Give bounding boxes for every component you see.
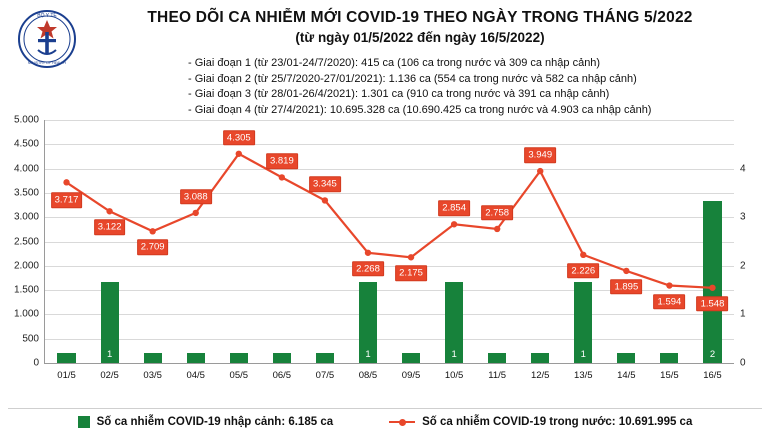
x-axis-tick: 09/5: [401, 370, 421, 381]
y-axis-left-tick: 0: [33, 357, 39, 369]
phase-notes: [188, 56, 748, 118]
chart-header: [90, 8, 750, 45]
y-axis-left-tick: 4.500: [13, 138, 39, 150]
x-axis-tick: 04/5: [186, 370, 205, 381]
plot-area: [13, 114, 746, 381]
y-axis-left-tick: 1.000: [13, 308, 39, 320]
line-value-label: 2.758: [481, 205, 513, 221]
line-value-label: 2.854: [438, 201, 470, 217]
y-axis-left-tick: 1.500: [13, 284, 39, 296]
line-value-label: 3.345: [309, 177, 341, 193]
y-axis-left-tick: 3.500: [13, 187, 39, 199]
x-axis-tick: 01/5: [57, 370, 76, 381]
y-axis-left-tick: 2.000: [13, 260, 39, 272]
line-value-label: 2.226: [567, 263, 599, 279]
line-value-label: 1.594: [654, 294, 686, 310]
x-axis-tick: 11/5: [488, 370, 507, 381]
x-axis-tick: 03/5: [143, 370, 162, 381]
bar-value-label: 1: [451, 349, 457, 360]
line-value-label: 2.268: [352, 261, 384, 277]
line-value-label: 3.122: [94, 220, 126, 236]
line-value-label: 3.819: [266, 154, 298, 170]
line-value-label: 2.709: [137, 240, 169, 256]
bar-value-label: 1: [365, 349, 371, 360]
note-phase-2: - Giai đoạn 2 (từ 25/7/2020-27/01/2021): 1.136 ca (554 ca trong nước và 582 ca nhập cảnh): [188, 72, 637, 85]
x-axis-tick: 05/5: [229, 370, 249, 381]
note-phase-3: - Giai đoạn 3 (từ 28/01-26/4/2021): 1.301 ca (910 ca trong nước và 391 ca nhập cảnh): [188, 88, 610, 101]
chart-legend: [0, 416, 770, 428]
legend-item-imported: [78, 416, 333, 428]
legend-label-domestic: Số ca nhiễm COVID-19 trong nước: 10.691.995 ca: [422, 416, 693, 428]
y-axis-left-tick: 2.500: [13, 236, 39, 247]
y-axis-right-tick: 0: [740, 357, 746, 369]
y-axis-left-tick: 500: [22, 333, 39, 345]
y-axis-left-tick: 4.000: [13, 163, 39, 175]
x-axis-tick: 14/5: [617, 370, 636, 381]
legend-label-imported: Số ca nhiễm COVID-19 nhập cảnh: 6.185 ca: [96, 416, 334, 428]
y-axis-right-tick: 2: [740, 260, 746, 272]
y-axis-left-tick: 3.000: [13, 211, 39, 223]
bar-value-label: 2: [709, 349, 716, 360]
bar-value-label: 1: [106, 349, 113, 360]
x-axis-tick: 07/5: [315, 370, 335, 381]
y-axis-right-tick: 4: [740, 163, 746, 175]
x-axis-tick: 12/5: [530, 370, 550, 381]
bar-value-label: 1: [580, 349, 586, 360]
x-axis-tick: 16/5: [703, 370, 722, 381]
line-value-label: 4.305: [223, 130, 255, 146]
line-value-label: 3.717: [51, 193, 83, 209]
x-axis-tick: 06/5: [272, 370, 292, 381]
svg-text:BỘ Y TẾ: BỘ Y TẾ: [37, 13, 57, 19]
line-value-label: 2.175: [395, 266, 427, 282]
x-axis-tick: 10/5: [444, 370, 464, 381]
ministry-of-health-logo: [14, 8, 80, 70]
line-value-label: 1.548: [697, 296, 729, 312]
line-value-label: 3.088: [180, 189, 212, 205]
y-axis-right-tick: 1: [740, 308, 746, 320]
note-phase-4: - Giai đoạn 4 (từ 27/4/2021): 10.695.328 ca (10.690.425 ca trong nước và 4.903 ca nhập cảnh): [188, 103, 652, 116]
logo-icon: [14, 8, 80, 70]
legend-item-domestic: [389, 416, 692, 428]
legend-bar-swatch-icon: [78, 416, 90, 428]
line-value-label: 3.949: [524, 147, 556, 163]
x-axis-tick: 15/5: [660, 370, 679, 381]
y-axis-left-tick: 5.000: [13, 114, 39, 126]
svg-text:MINISTRY OF HEALTH: MINISTRY OF HEALTH: [28, 61, 66, 65]
page-subtitle: (từ ngày 01/5/2022 đến ngày 16/5/2022): [295, 30, 545, 46]
page-title: THEO DÕI CA NHIỄM MỚI COVID-19 THEO NGÀY TRONG THÁNG 5/2022: [147, 9, 693, 26]
covid-daily-chart: [0, 112, 770, 412]
note-phase-1: - Giai đoạn 1 (từ 23/01-24/7/2020): 415 ca (106 ca trong nước và 309 ca nhập cảnh): [188, 57, 601, 69]
legend-divider: [8, 408, 762, 409]
x-axis-tick: 13/5: [574, 370, 593, 381]
x-axis-tick: 02/5: [100, 370, 119, 381]
line-value-label: 1.895: [610, 279, 642, 295]
legend-line-swatch-icon: [389, 416, 415, 428]
x-axis-tick: 08/5: [358, 370, 378, 381]
y-axis-right-tick: 3: [740, 211, 746, 223]
